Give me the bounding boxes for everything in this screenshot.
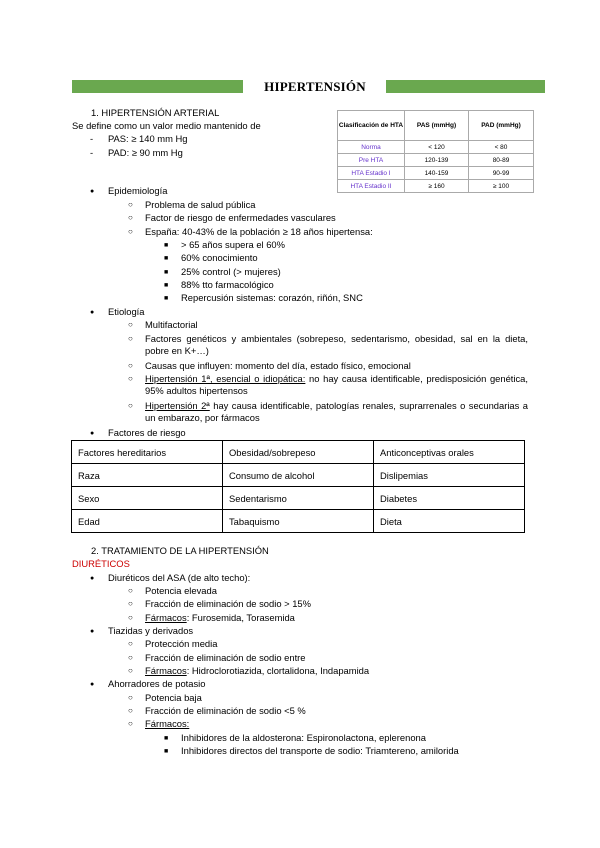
section1-intro: Se define como un valor medio mantenido de (72, 120, 261, 131)
list-item-secundaria (145, 400, 528, 424)
farmacos-label: Fármacos (145, 612, 187, 623)
list-item-farmacos (145, 612, 295, 624)
secundaria-label: Hipertensión 2ª (145, 400, 210, 411)
asa-label: ● Diuréticos del ASA (de alto techo): (108, 572, 250, 584)
etiologia-label: ● Etiología (108, 306, 144, 318)
epidemiologia-label: ● Epidemiología (108, 185, 167, 197)
header-clasificacion: Clasificación de HTA (338, 111, 405, 141)
table-cell: Dieta (374, 510, 525, 533)
table-cell: Norma (338, 141, 405, 154)
table-cell: ≥ 100 (469, 180, 534, 193)
table-row (72, 487, 525, 510)
list-item: ○ Problema de salud pública (145, 199, 256, 211)
list-item: ■ 25% control (> mujeres) (181, 266, 281, 278)
title-bar-right (386, 80, 545, 93)
list-item: ○ Fracción de eliminación de sodio entre (145, 652, 306, 664)
table-header-row (338, 111, 534, 141)
table-row (338, 141, 534, 154)
table-cell: Dislipemias (374, 464, 525, 487)
risk-factors-table (71, 440, 525, 533)
list-item: ○ Protección media (145, 638, 217, 650)
table-cell: 120-139 (405, 154, 469, 167)
header-pad: PAD (mmHg) (469, 111, 534, 141)
table-cell: Consumo de alcohol (223, 464, 374, 487)
list-item: ○ Fracción de eliminación de sodio <5 % (145, 705, 306, 717)
table-cell: Sexo (72, 487, 223, 510)
table-cell: Tabaquismo (223, 510, 374, 533)
table-row (72, 510, 525, 533)
table-cell: Sedentarismo (223, 487, 374, 510)
table-cell: Factores hereditarios (72, 441, 223, 464)
table-cell: HTA Estadio II (338, 180, 405, 193)
list-item-farmacos (145, 665, 369, 677)
list-item: ○ Causas que influyen: momento del día, estado físico, emocional (145, 360, 411, 372)
page-title: HIPERTENSIÓN (264, 79, 366, 94)
diureticos-heading: DIURÉTICOS (72, 558, 130, 569)
list-item: ○ Potencia baja (145, 692, 202, 704)
table-cell: Edad (72, 510, 223, 533)
list-item: ■ 60% conocimiento (181, 252, 258, 264)
table-cell: Diabetes (374, 487, 525, 510)
pas-item: - PAS: ≥ 140 mm Hg (108, 133, 187, 145)
list-item: ■ Inhibidores directos del transporte de sodio: Triamtereno, amilorida (181, 745, 459, 757)
table-cell: 140-159 (405, 167, 469, 180)
list-item: ■ Repercusión sistemas: corazón, riñón, SNC (181, 292, 363, 304)
table-cell: < 80 (469, 141, 534, 154)
table-cell: Anticonceptivas orales (374, 441, 525, 464)
list-item: ○ Multifactorial (145, 319, 198, 331)
table-cell: ≥ 160 (405, 180, 469, 193)
primaria-text: no hay causa identificable, predisposición genética, 95% adultos hipertensos (145, 373, 528, 396)
primaria-label: Hipertensión 1ª, esencial o idiopática: (145, 373, 306, 384)
pad-item: - PAD: ≥ 90 mm Hg (108, 147, 183, 159)
list-item: ■ 88% tto farmacológico (181, 279, 274, 291)
farmacos-text: : Hidroclorotiazida, clortalidona, Indapamida (186, 665, 370, 676)
table-cell: 80-89 (469, 154, 534, 167)
hta-classification-table (337, 110, 534, 193)
list-item: ○ España: 40-43% de la población ≥ 18 años hipertensa: (145, 226, 373, 238)
table-cell: Raza (72, 464, 223, 487)
table-row (72, 464, 525, 487)
farmacos-label: ○ Fármacos: (145, 718, 189, 730)
table-row (72, 441, 525, 464)
section1-heading: 1. HIPERTENSIÓN ARTERIAL (91, 107, 220, 118)
list-item: ○ Potencia elevada (145, 585, 217, 597)
table-row (338, 154, 534, 167)
section2-heading: 2. TRATAMIENTO DE LA HIPERTENSIÓN (91, 545, 269, 556)
ahorradores-label: ● Ahorradores de potasio (108, 678, 205, 690)
table-cell: Pre HTA (338, 154, 405, 167)
table-cell: < 120 (405, 141, 469, 154)
table-cell: HTA Estadio I (338, 167, 405, 180)
list-item: ■ > 65 años supera el 60% (181, 239, 285, 251)
list-item: ○ Factores genéticos y ambientales (sobrepeso, sedentarismo, obesidad, sal en la dieta, pobre en K+…) (145, 333, 528, 357)
farmacos-label: Fármacos (145, 665, 187, 676)
table-row (338, 180, 534, 193)
farmacos-text: : Furosemida, Torasemida (186, 612, 295, 623)
factores-label: ● Factores de riesgo (108, 427, 186, 439)
table-cell: Obesidad/sobrepeso (223, 441, 374, 464)
list-item: ○ Factor de riesgo de enfermedades vasculares (145, 212, 336, 224)
secundaria-text: hay causa identificable, patologías renales, suprarrenales o secundarias a un embarazo, por fármacos (145, 400, 528, 423)
list-item: ○ Fracción de eliminación de sodio > 15% (145, 598, 311, 610)
table-row (338, 167, 534, 180)
table-cell: 90-99 (469, 167, 534, 180)
tiazidas-label: ● Tiazidas y derivados (108, 625, 193, 637)
title-bar-left (72, 80, 243, 93)
list-item: ■ Inhibidores de la aldosterona: Espironolactona, eplerenona (181, 732, 426, 744)
list-item-primaria (145, 373, 528, 397)
header-pas: PAS (mmHg) (405, 111, 469, 141)
